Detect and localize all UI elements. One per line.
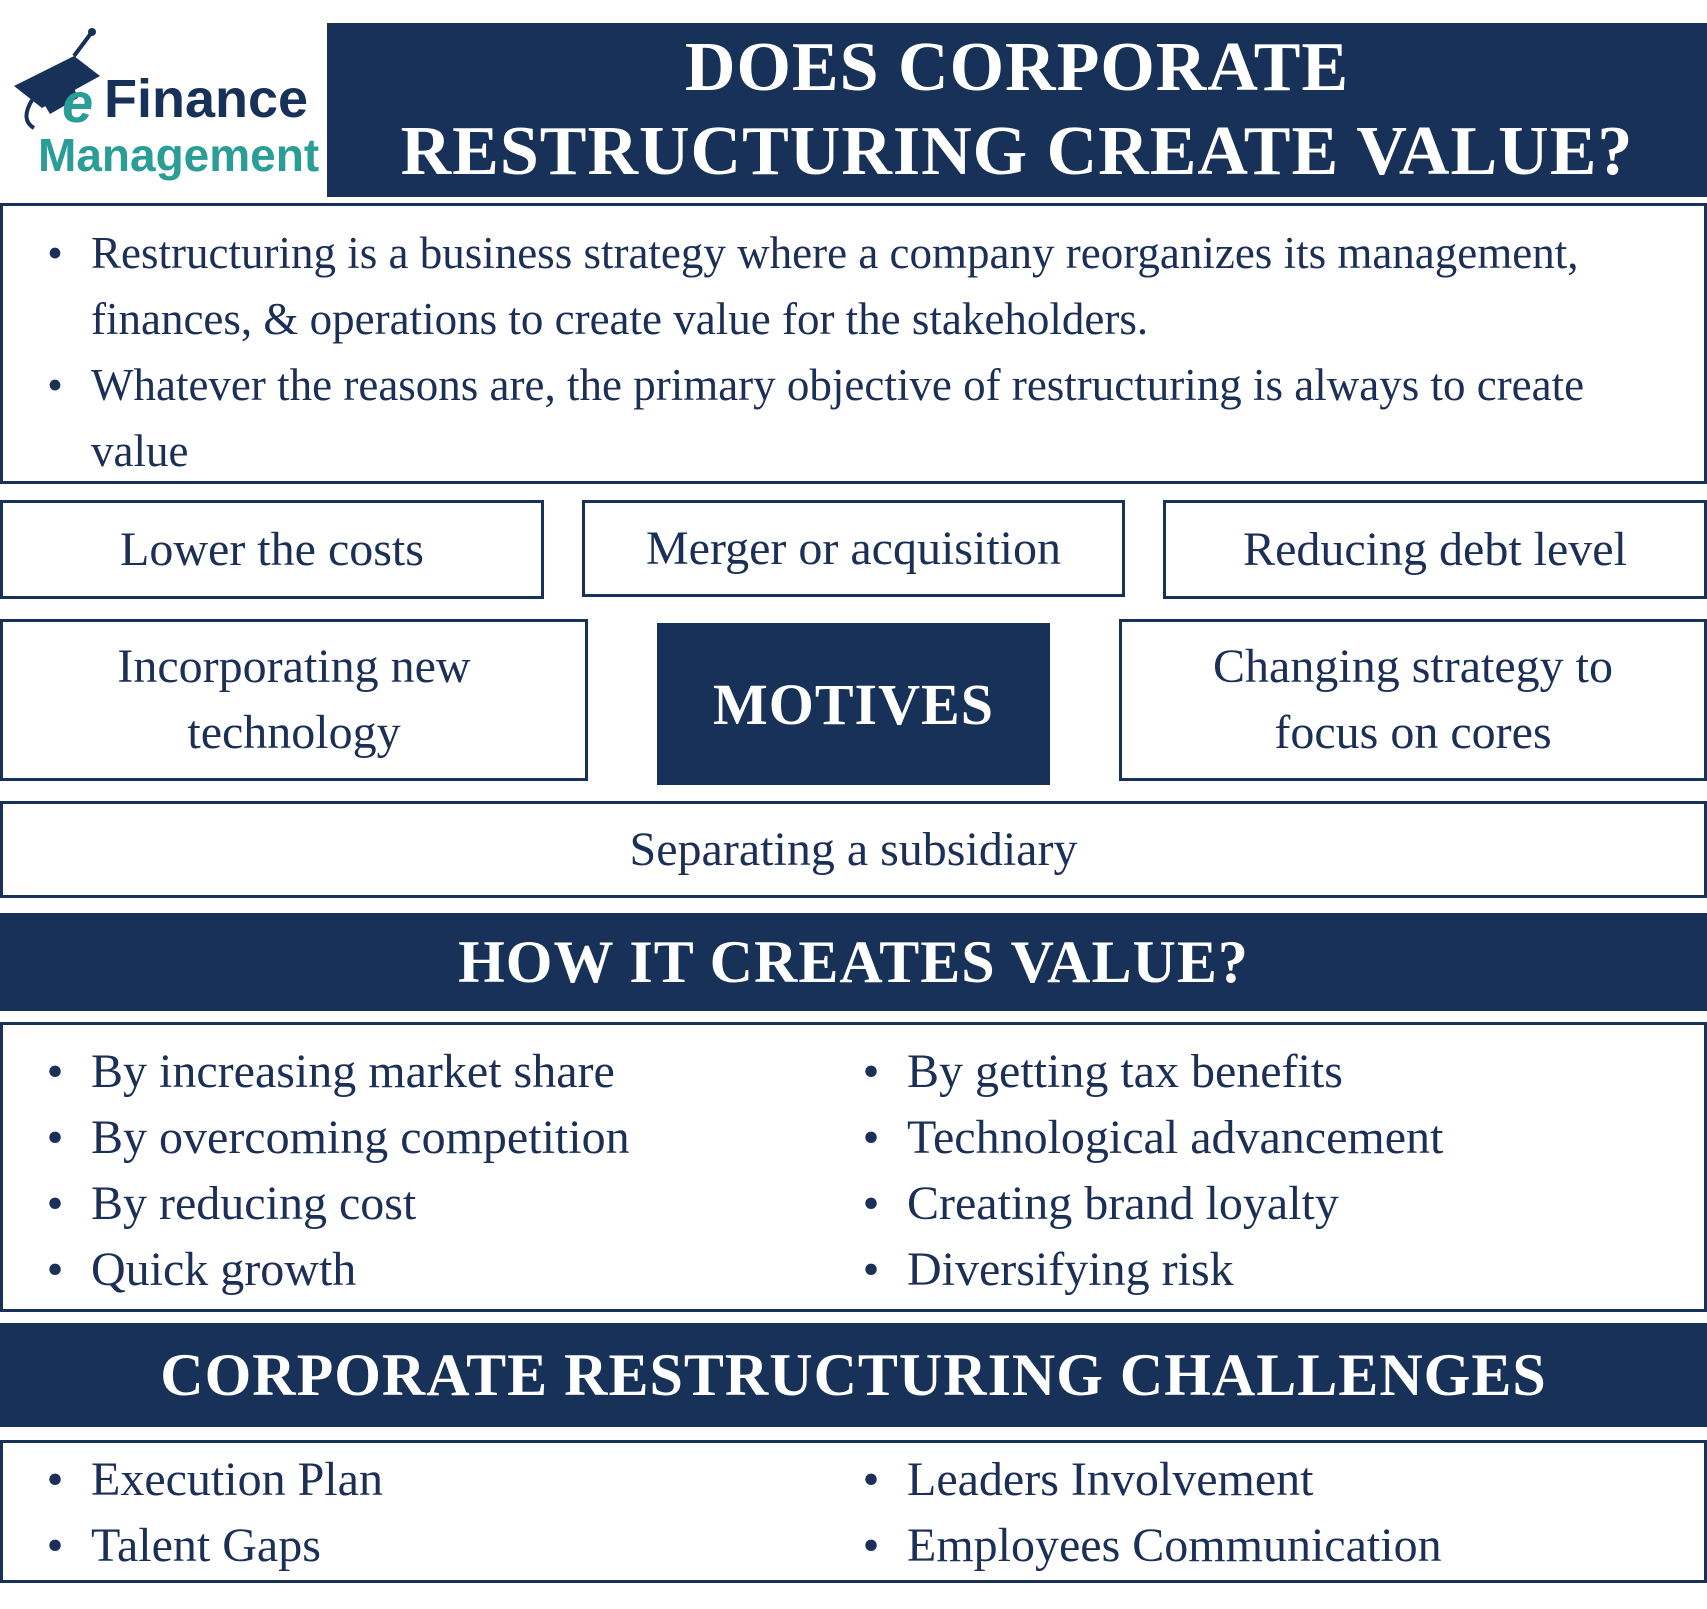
motive-separating-subsidiary: Separating a subsidiary <box>0 801 1707 898</box>
challenges-box <box>0 1440 1707 1583</box>
challenges-list-left <box>31 1447 821 1579</box>
logo <box>8 28 328 188</box>
list-item: • By overcoming competition <box>31 1105 821 1171</box>
e-letter-icon: e <box>62 71 94 134</box>
intro-bullet: • Whatever the reasons are, the primary objective of restructuring is always to create value <box>31 352 1674 484</box>
challenges-heading: CORPORATE RESTRUCTURING CHALLENGES <box>0 1323 1707 1427</box>
logo-line-2: Management <box>38 129 320 181</box>
list-item: • Talent Gaps <box>31 1513 821 1579</box>
motives-label: MOTIVES <box>657 623 1050 785</box>
page-title-line-2: RESTRUCTURING CREATE VALUE? <box>400 113 1634 190</box>
list-item: • Execution Plan <box>31 1447 821 1513</box>
motive-new-technology: Incorporating new technology <box>0 619 588 781</box>
value-box <box>0 1022 1707 1312</box>
value-list-right <box>847 1039 1687 1303</box>
list-item: • By increasing market share <box>31 1039 821 1105</box>
challenges-list-right <box>847 1447 1687 1579</box>
motive-changing-strategy: Changing strategy to focus on cores <box>1119 619 1707 781</box>
intro-box <box>0 203 1707 484</box>
motive-merger: Merger or acquisition <box>582 500 1125 597</box>
list-item: • By getting tax benefits <box>847 1039 1687 1105</box>
list-item: • Creating brand loyalty <box>847 1171 1687 1237</box>
list-item: • Technological advancement <box>847 1105 1687 1171</box>
page-title-line-1: DOES CORPORATE <box>684 29 1350 106</box>
logo-line-1: Finance <box>104 69 309 129</box>
page-title <box>327 23 1707 197</box>
value-list-left <box>31 1039 821 1303</box>
motive-lower-costs: Lower the costs <box>0 500 544 599</box>
list-item: • Leaders Involvement <box>847 1447 1687 1513</box>
list-item: • Diversifying risk <box>847 1237 1687 1303</box>
list-item: • Employees Communication <box>847 1513 1687 1579</box>
intro-list <box>31 220 1674 484</box>
value-heading: HOW IT CREATES VALUE? <box>0 913 1707 1011</box>
intro-bullet: • Restructuring is a business strategy where a company reorganizes its management, finances, & operations to create value for the stakeholders. <box>31 220 1674 352</box>
list-item: • Quick growth <box>31 1237 821 1303</box>
motive-reducing-debt: Reducing debt level <box>1163 500 1707 599</box>
list-item: • By reducing cost <box>31 1171 821 1237</box>
